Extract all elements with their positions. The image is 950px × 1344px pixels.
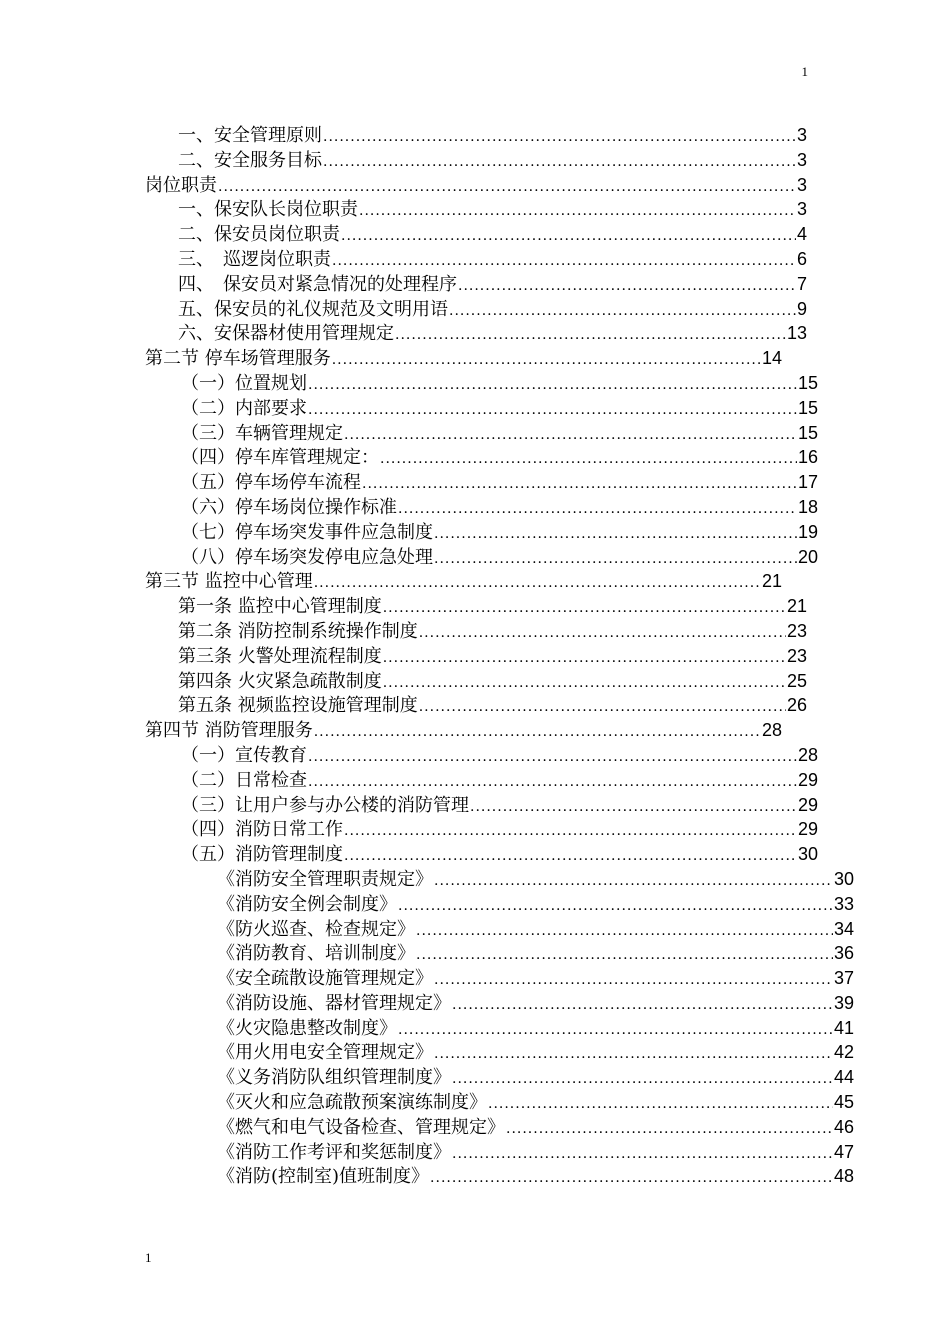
toc-entry[interactable] bbox=[145, 941, 854, 966]
toc-entry[interactable] bbox=[145, 594, 807, 619]
toc-entry-page-number: 28 bbox=[797, 744, 818, 765]
toc-entry[interactable] bbox=[145, 445, 818, 470]
toc-entry-title: 一、安全管理原则 bbox=[178, 125, 322, 146]
toc-entry-title: （一）位置规划 bbox=[181, 372, 307, 394]
toc-entry-title: （七）停车场突发事件应急制度 bbox=[181, 521, 433, 543]
toc-entry-page-number: 6 bbox=[796, 248, 807, 269]
toc-dot-leader bbox=[452, 993, 833, 1018]
toc-entry-page-number: 4 bbox=[796, 224, 807, 245]
toc-entry-page-number: 33 bbox=[833, 893, 854, 914]
toc-entry-title: 《消防教育、培训制度》 bbox=[217, 943, 415, 965]
toc-entry-page-number: 30 bbox=[797, 844, 818, 865]
toc-entry-title: 二、保安员岗位职责 bbox=[178, 224, 340, 246]
toc-entry-title: 第二节 停车场管理服务 bbox=[145, 348, 331, 370]
toc-entry[interactable] bbox=[145, 991, 854, 1016]
toc-entry-title: 第三条 火警处理流程制度 bbox=[178, 645, 382, 667]
toc-entry[interactable] bbox=[145, 966, 854, 991]
toc-entry-page-number: 23 bbox=[786, 620, 807, 641]
toc-entry-title: 《用火用电安全管理规定》 bbox=[217, 1042, 433, 1064]
toc-entry[interactable] bbox=[145, 222, 807, 247]
toc-dot-leader bbox=[416, 943, 833, 968]
table-of-contents bbox=[145, 123, 854, 1189]
toc-entry-page-number: 21 bbox=[786, 596, 807, 617]
toc-entry-page-number: 48 bbox=[833, 1166, 854, 1187]
toc-entry-title: 四、 保安员对紧急情况的处理程序 bbox=[178, 273, 457, 295]
toc-entry[interactable] bbox=[145, 867, 854, 892]
toc-entry-title: 五、保安员的礼仪规范及文明用语 bbox=[178, 298, 448, 320]
toc-dot-leader bbox=[434, 1042, 833, 1067]
toc-dot-leader bbox=[488, 1092, 833, 1117]
toc-entry-page-number: 29 bbox=[797, 794, 818, 815]
toc-entry-page-number: 36 bbox=[833, 943, 854, 964]
toc-entry-title: （五）停车场停车流程 bbox=[181, 472, 361, 494]
toc-entry-page-number: 18 bbox=[797, 496, 818, 517]
toc-entry[interactable] bbox=[145, 718, 782, 743]
toc-entry-page-number: 3 bbox=[796, 199, 807, 220]
toc-entry[interactable] bbox=[145, 1115, 854, 1140]
toc-entry-title: （二）内部要求 bbox=[181, 397, 307, 419]
toc-entry[interactable] bbox=[145, 793, 818, 818]
toc-entry[interactable] bbox=[145, 644, 807, 669]
toc-entry-page-number: 3 bbox=[796, 174, 807, 195]
toc-entry-title: 《火灾隐患整改制度》 bbox=[217, 1017, 397, 1039]
toc-entry-page-number: 20 bbox=[797, 546, 818, 567]
toc-dot-leader bbox=[434, 547, 797, 572]
toc-entry-page-number: 15 bbox=[797, 397, 818, 418]
toc-entry[interactable] bbox=[145, 1040, 854, 1065]
toc-entry-page-number: 23 bbox=[786, 645, 807, 666]
toc-entry[interactable] bbox=[145, 669, 807, 694]
toc-entry-title: 岗位职责 bbox=[145, 174, 217, 196]
toc-entry[interactable] bbox=[145, 768, 818, 793]
toc-dot-leader bbox=[332, 348, 761, 373]
toc-entry-page-number: 29 bbox=[797, 819, 818, 840]
header-page-number: 1 bbox=[801, 64, 808, 79]
toc-entry-title: （四）消防日常工作 bbox=[181, 819, 343, 841]
toc-entry[interactable] bbox=[145, 1140, 854, 1165]
toc-entry-title: 《义务消防队组织管理制度》 bbox=[217, 1067, 451, 1089]
toc-entry-title: 第一条 监控中心管理制度 bbox=[178, 596, 382, 618]
toc-entry-page-number: 26 bbox=[786, 695, 807, 716]
toc-dot-leader bbox=[359, 199, 796, 224]
toc-dot-leader bbox=[308, 373, 797, 398]
toc-entry-page-number: 37 bbox=[833, 968, 854, 989]
toc-dot-leader bbox=[314, 571, 761, 596]
toc-entry-page-number: 44 bbox=[833, 1067, 854, 1088]
toc-entry[interactable] bbox=[145, 545, 818, 570]
toc-entry-title: 六、安保器材使用管理规定 bbox=[178, 323, 394, 345]
toc-entry-title: （四）停车库管理规定： bbox=[181, 447, 379, 469]
toc-dot-leader bbox=[395, 323, 786, 348]
toc-dot-leader bbox=[506, 1117, 833, 1142]
toc-entry-title: 《消防(控制室)值班制度》 bbox=[217, 1166, 430, 1188]
toc-entry-title: （八）停车场突发停电应急处理 bbox=[181, 546, 433, 568]
toc-entry-title: 《灭火和应急疏散预案演练制度》 bbox=[217, 1092, 487, 1114]
toc-entry-title: （二）日常检查 bbox=[181, 769, 307, 791]
toc-dot-leader bbox=[419, 621, 786, 646]
toc-entry-page-number: 3 bbox=[796, 149, 807, 170]
toc-entry-page-number: 28 bbox=[761, 720, 782, 741]
toc-entry[interactable] bbox=[145, 693, 807, 718]
toc-entry-page-number: 34 bbox=[833, 918, 854, 939]
toc-entry[interactable] bbox=[145, 817, 818, 842]
toc-entry-page-number: 19 bbox=[797, 521, 818, 542]
toc-entry-title: 《消防安全管理职责规定》 bbox=[217, 868, 433, 890]
toc-entry-title: 二、安全服务目标 bbox=[178, 149, 322, 171]
toc-dot-leader bbox=[434, 968, 833, 993]
toc-entry[interactable] bbox=[145, 1090, 854, 1115]
toc-entry-title: （三）让用户参与办公楼的消防管理 bbox=[181, 794, 469, 816]
toc-entry[interactable] bbox=[145, 842, 818, 867]
toc-entry-page-number: 13 bbox=[786, 323, 807, 344]
toc-entry-page-number: 47 bbox=[833, 1141, 854, 1162]
toc-dot-leader bbox=[398, 497, 797, 522]
toc-entry[interactable] bbox=[145, 297, 807, 322]
toc-dot-leader bbox=[398, 1018, 833, 1043]
toc-entry-page-number: 41 bbox=[833, 1017, 854, 1038]
toc-entry-page-number: 46 bbox=[833, 1116, 854, 1137]
toc-entry-page-number: 3 bbox=[796, 125, 807, 145]
toc-dot-leader bbox=[458, 274, 796, 299]
toc-entry[interactable] bbox=[145, 1016, 854, 1041]
toc-entry[interactable] bbox=[145, 569, 782, 594]
toc-dot-leader bbox=[341, 224, 796, 249]
toc-entry-page-number: 42 bbox=[833, 1042, 854, 1063]
toc-entry-title: 第四节 消防管理服务 bbox=[145, 720, 313, 742]
toc-entry-page-number: 45 bbox=[833, 1092, 854, 1113]
toc-dot-leader bbox=[434, 869, 833, 894]
toc-entry-page-number: 15 bbox=[797, 422, 818, 443]
toc-dot-leader bbox=[344, 423, 797, 448]
toc-dot-leader bbox=[344, 844, 797, 869]
toc-entry-title: 第四条 火灾紧急疏散制度 bbox=[178, 670, 382, 692]
toc-entry-page-number: 29 bbox=[797, 769, 818, 790]
toc-dot-leader bbox=[470, 795, 797, 820]
toc-entry[interactable] bbox=[145, 371, 818, 396]
toc-entry-title: 第三节 监控中心管理 bbox=[145, 571, 313, 593]
toc-entry[interactable] bbox=[145, 197, 807, 222]
toc-dot-leader bbox=[362, 472, 797, 497]
toc-entry[interactable] bbox=[145, 148, 807, 173]
toc-entry-page-number: 9 bbox=[796, 298, 807, 319]
toc-entry[interactable] bbox=[145, 421, 818, 446]
toc-entry[interactable] bbox=[145, 917, 854, 942]
toc-entry-title: 《安全疏散设施管理规定》 bbox=[217, 968, 433, 990]
toc-entry-page-number: 16 bbox=[797, 447, 818, 468]
toc-entry[interactable] bbox=[145, 1164, 854, 1189]
toc-entry[interactable] bbox=[145, 321, 807, 346]
toc-dot-leader bbox=[314, 720, 761, 745]
toc-entry-page-number: 7 bbox=[796, 273, 807, 294]
toc-entry-page-number: 30 bbox=[833, 868, 854, 889]
toc-entry-title: 《消防工作考评和奖惩制度》 bbox=[217, 1141, 451, 1163]
toc-entry[interactable] bbox=[145, 892, 854, 917]
toc-entry[interactable] bbox=[145, 470, 818, 495]
toc-entry[interactable] bbox=[145, 743, 818, 768]
toc-entry[interactable] bbox=[145, 272, 807, 297]
toc-dot-leader bbox=[452, 1067, 833, 1092]
toc-dot-leader bbox=[218, 175, 796, 200]
toc-dot-leader bbox=[323, 125, 796, 150]
toc-dot-leader bbox=[383, 596, 786, 621]
toc-entry-title: （三）车辆管理规定 bbox=[181, 422, 343, 444]
toc-dot-leader bbox=[383, 671, 786, 696]
toc-dot-leader bbox=[323, 150, 796, 175]
toc-dot-leader bbox=[308, 398, 797, 423]
toc-entry-page-number: 15 bbox=[797, 372, 818, 393]
toc-dot-leader bbox=[419, 695, 786, 720]
toc-entry-title: 三、 巡逻岗位职责 bbox=[178, 248, 331, 270]
toc-dot-leader bbox=[434, 522, 797, 547]
toc-entry-title: （一）宣传教育 bbox=[181, 744, 307, 766]
toc-dot-leader bbox=[308, 745, 797, 770]
toc-entry-title: 第二条 消防控制系统操作制度 bbox=[178, 620, 418, 642]
toc-entry-page-number: 39 bbox=[833, 992, 854, 1013]
toc-dot-leader bbox=[398, 894, 833, 919]
toc-dot-leader bbox=[380, 447, 797, 472]
toc-entry[interactable] bbox=[145, 247, 807, 272]
toc-dot-leader bbox=[344, 819, 797, 844]
toc-entry[interactable] bbox=[145, 1065, 854, 1090]
toc-entry-page-number: 21 bbox=[761, 571, 782, 592]
toc-entry-title: （六）停车场岗位操作标准 bbox=[181, 496, 397, 518]
toc-entry[interactable] bbox=[145, 123, 807, 148]
toc-dot-leader bbox=[383, 646, 786, 671]
toc-dot-leader bbox=[332, 249, 796, 274]
toc-entry-title: 第五条 视频监控设施管理制度 bbox=[178, 695, 418, 717]
toc-dot-leader bbox=[430, 1166, 833, 1191]
toc-entry-page-number: 25 bbox=[786, 670, 807, 691]
toc-entry-page-number: 17 bbox=[797, 472, 818, 493]
toc-entry-title: 《消防设施、器材管理规定》 bbox=[217, 992, 451, 1014]
toc-entry[interactable] bbox=[145, 346, 782, 371]
toc-entry-title: 《燃气和电气设备检查、管理规定》 bbox=[217, 1116, 505, 1138]
toc-entry-title: 《防火巡查、检查规定》 bbox=[217, 918, 415, 940]
toc-dot-leader bbox=[449, 299, 796, 324]
toc-entry-title: 一、保安队长岗位职责 bbox=[178, 199, 358, 221]
toc-dot-leader bbox=[416, 919, 833, 944]
toc-dot-leader bbox=[452, 1142, 833, 1167]
toc-entry-page-number: 14 bbox=[761, 348, 782, 369]
toc-entry[interactable] bbox=[145, 619, 807, 644]
toc-entry[interactable] bbox=[145, 173, 807, 198]
toc-entry-title: 《消防安全例会制度》 bbox=[217, 893, 397, 915]
toc-entry[interactable] bbox=[145, 396, 818, 421]
toc-entry-title: （五）消防管理制度 bbox=[181, 844, 343, 866]
toc-entry[interactable] bbox=[145, 520, 818, 545]
toc-dot-leader bbox=[308, 770, 797, 795]
toc-entry[interactable] bbox=[145, 495, 818, 520]
footer-page-number: 1 bbox=[145, 1250, 152, 1265]
